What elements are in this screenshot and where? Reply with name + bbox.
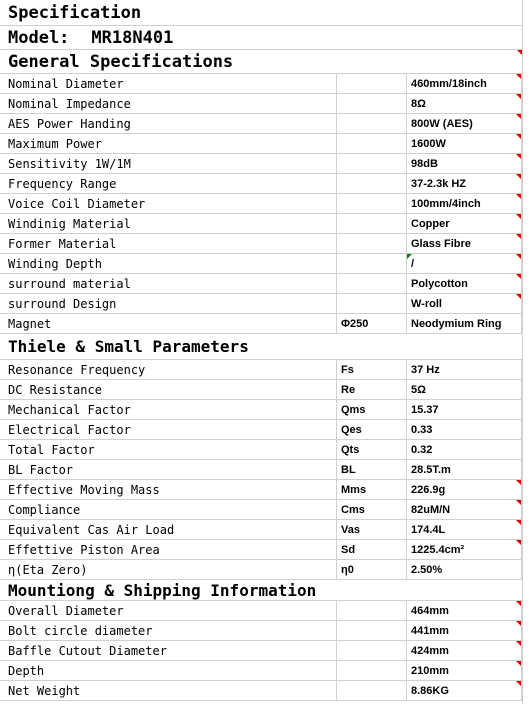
- mounting-heading-cell[interactable]: [0, 580, 522, 601]
- param-symbol-cell[interactable]: [337, 540, 407, 559]
- param-symbol-text: Sd: [341, 543, 356, 556]
- param-symbol-cell[interactable]: [337, 400, 407, 419]
- param-value-cell[interactable]: [407, 134, 522, 153]
- param-name-cell[interactable]: [0, 94, 337, 113]
- comment-marker: [516, 681, 521, 686]
- table-row: [0, 360, 522, 380]
- param-value-cell[interactable]: [407, 500, 522, 519]
- param-symbol-cell[interactable]: [337, 194, 407, 213]
- param-symbol-cell[interactable]: [337, 480, 407, 499]
- param-name-cell[interactable]: [0, 621, 337, 640]
- param-name-cell[interactable]: [0, 74, 337, 93]
- param-symbol-cell[interactable]: [337, 420, 407, 439]
- param-name-text: Overall Diameter: [8, 603, 124, 618]
- comment-marker: [516, 214, 521, 219]
- general-heading-cell[interactable]: [0, 50, 522, 74]
- param-value-cell[interactable]: [407, 194, 522, 213]
- param-name-cell[interactable]: [0, 294, 337, 313]
- comment-marker: [516, 194, 521, 199]
- param-name-cell[interactable]: [0, 520, 337, 539]
- comment-marker: [516, 154, 521, 159]
- table-row: [0, 234, 522, 254]
- thiele-heading: Thiele & Small Parameters: [8, 337, 249, 356]
- param-symbol-cell[interactable]: [337, 214, 407, 233]
- param-name-cell[interactable]: [0, 214, 337, 233]
- param-value-text: 1225.4cm²: [411, 543, 465, 556]
- param-name-cell[interactable]: [0, 114, 337, 133]
- param-name-text: Compliance: [8, 502, 81, 517]
- comment-marker: [516, 661, 521, 666]
- general-heading: General Specifications: [8, 51, 234, 72]
- table-row: [0, 480, 522, 500]
- model-label: Model:: [8, 27, 70, 48]
- param-name-text: Bolt circle diameter: [8, 623, 153, 638]
- param-name-text: Effective Moving Mass: [8, 482, 160, 497]
- comment-marker: [516, 74, 521, 79]
- table-row: [0, 440, 522, 460]
- param-name-cell[interactable]: [0, 234, 337, 253]
- param-symbol-cell[interactable]: [337, 460, 407, 479]
- param-symbol-cell[interactable]: [337, 440, 407, 459]
- param-symbol-text: η0: [341, 563, 354, 576]
- param-name-text: Voice Coil Diameter: [8, 196, 146, 211]
- param-value-cell[interactable]: [407, 540, 522, 559]
- param-value-text: 2.50%: [411, 563, 443, 576]
- param-value-text: Neodymium Ring: [411, 317, 502, 330]
- table-row: [0, 154, 522, 174]
- param-name-cell[interactable]: [0, 661, 337, 680]
- param-name-text: DC Resistance: [8, 382, 102, 397]
- param-value-cell[interactable]: [407, 214, 522, 233]
- comment-marker: [516, 294, 521, 299]
- comment-marker: [516, 234, 521, 239]
- comment-marker: [516, 94, 521, 99]
- param-symbol-text: Qes: [341, 423, 362, 436]
- param-symbol-cell[interactable]: [337, 234, 407, 253]
- param-symbol-cell[interactable]: [337, 154, 407, 173]
- comment-marker: [517, 50, 522, 55]
- param-value-cell[interactable]: [407, 94, 522, 113]
- param-value-cell[interactable]: [407, 420, 522, 439]
- param-value-cell[interactable]: [407, 641, 522, 660]
- param-name-cell[interactable]: [0, 420, 337, 439]
- param-value-cell[interactable]: [407, 560, 522, 579]
- param-value-text: /: [411, 257, 415, 270]
- param-value-cell[interactable]: [407, 460, 522, 479]
- comment-marker: [516, 500, 521, 505]
- param-name-text: Sensitivity 1W/1M: [8, 156, 131, 171]
- param-value-cell[interactable]: [407, 254, 522, 273]
- param-name-cell[interactable]: [0, 254, 337, 273]
- table-row: [0, 74, 522, 94]
- param-symbol-cell[interactable]: [337, 360, 407, 379]
- param-value-text: 424mm: [411, 644, 449, 657]
- param-value-cell[interactable]: [407, 360, 522, 379]
- table-row: [0, 134, 522, 154]
- param-symbol-text: Vas: [341, 523, 360, 536]
- thiele-heading-cell[interactable]: [0, 334, 522, 360]
- param-symbol-text: Cms: [341, 503, 365, 516]
- param-value-text: 8Ω: [411, 97, 426, 110]
- table-row: [0, 661, 522, 681]
- param-value-text: 226.9g: [411, 483, 446, 496]
- param-symbol-cell[interactable]: [337, 294, 407, 313]
- table-row: [0, 420, 522, 440]
- param-value-cell[interactable]: [407, 380, 522, 399]
- comment-marker: [516, 480, 521, 485]
- param-symbol-cell[interactable]: [337, 94, 407, 113]
- param-name-cell[interactable]: [0, 641, 337, 660]
- param-symbol-cell[interactable]: [337, 560, 407, 579]
- param-value-cell[interactable]: [407, 114, 522, 133]
- param-value-text: W-roll: [411, 297, 442, 310]
- param-symbol-cell[interactable]: [337, 380, 407, 399]
- param-value-text: 800W (AES): [411, 117, 473, 130]
- param-value-cell[interactable]: [407, 440, 522, 459]
- param-name-text: Windinig Material: [8, 216, 131, 231]
- param-value-text: 15.37: [411, 403, 439, 416]
- param-symbol-text: Re: [341, 383, 356, 396]
- table-row: [0, 601, 522, 621]
- param-value-cell[interactable]: [407, 681, 522, 700]
- comment-marker: [516, 641, 521, 646]
- param-symbol-text: Mms: [341, 483, 367, 496]
- param-value-text: 28.5T.m: [411, 463, 451, 476]
- param-name-cell[interactable]: [0, 194, 337, 213]
- comment-marker: [516, 540, 521, 545]
- param-value-text: 37 Hz: [411, 363, 440, 376]
- table-row: [0, 560, 522, 580]
- param-value-cell[interactable]: [407, 294, 522, 313]
- param-symbol-cell[interactable]: [337, 601, 407, 620]
- param-name-text: Depth: [8, 663, 45, 678]
- param-value-cell[interactable]: [407, 274, 522, 293]
- param-name-text: Electrical Factor: [8, 422, 131, 437]
- comment-marker: [516, 114, 521, 119]
- table-row: [0, 294, 522, 314]
- table-row: [0, 194, 522, 214]
- param-value-cell[interactable]: [407, 621, 522, 640]
- param-name-text: BL Factor: [8, 462, 74, 477]
- param-symbol-cell[interactable]: [337, 681, 407, 700]
- param-name-cell[interactable]: [0, 460, 337, 479]
- table-row: [0, 174, 522, 194]
- param-symbol-cell[interactable]: [337, 274, 407, 293]
- param-value-text: 82uM/N: [411, 503, 451, 516]
- param-name-cell[interactable]: [0, 380, 337, 399]
- param-value-text: 98dB: [411, 157, 438, 170]
- param-symbol-text: Fs: [341, 363, 354, 376]
- param-value-text: 210mm: [411, 664, 449, 677]
- param-symbol-cell[interactable]: [337, 661, 407, 680]
- param-value-cell[interactable]: [407, 661, 522, 680]
- param-symbol-cell[interactable]: [337, 254, 407, 273]
- param-value-cell[interactable]: [407, 314, 522, 333]
- param-name-text: Former Material: [8, 236, 117, 251]
- param-name-text: surround Design: [8, 296, 117, 311]
- param-symbol-text: Φ250: [341, 317, 369, 330]
- param-name-cell[interactable]: [0, 174, 337, 193]
- param-value-cell[interactable]: [407, 74, 522, 93]
- error-marker: [407, 254, 412, 259]
- param-symbol-text: BL: [341, 463, 356, 476]
- param-symbol-cell[interactable]: [337, 114, 407, 133]
- comment-marker: [516, 134, 521, 139]
- table-row: [0, 114, 522, 134]
- param-name-text: Equivalent Cas Air Load: [8, 522, 175, 537]
- param-symbol-cell[interactable]: [337, 520, 407, 539]
- table-row: [0, 520, 522, 540]
- comment-marker: [516, 601, 521, 606]
- param-name-text: Baffle Cutout Diameter: [8, 643, 167, 658]
- comment-marker: [516, 520, 521, 525]
- param-value-text: 464mm: [411, 604, 449, 617]
- param-name-text: surround material: [8, 276, 131, 291]
- table-row: [0, 621, 522, 641]
- model-value: MR18N401: [91, 27, 174, 48]
- param-value-text: 174.4L: [411, 523, 446, 536]
- param-value-text: 37-2.3k HZ: [411, 177, 467, 190]
- param-name-cell[interactable]: [0, 274, 337, 293]
- param-name-text: Magnet: [8, 316, 52, 331]
- table-row: [0, 274, 522, 294]
- param-value-text: Polycotton: [411, 277, 468, 290]
- param-name-cell[interactable]: [0, 480, 337, 499]
- comment-marker: [516, 621, 521, 626]
- column-border: [522, 0, 523, 704]
- table-row: [0, 500, 522, 520]
- param-symbol-cell[interactable]: [337, 641, 407, 660]
- param-value-cell[interactable]: [407, 601, 522, 620]
- param-name-text: Maximum Power: [8, 136, 102, 151]
- param-value-cell[interactable]: [407, 234, 522, 253]
- param-name-cell[interactable]: [0, 400, 337, 419]
- param-value-text: Copper: [411, 217, 450, 230]
- model-cell[interactable]: [0, 26, 522, 50]
- table-row: [0, 254, 522, 274]
- param-symbol-cell[interactable]: [337, 314, 407, 333]
- sheet-title-cell[interactable]: [0, 0, 522, 26]
- param-value-text: 8.86KG: [411, 684, 449, 697]
- param-symbol-text: Qms: [341, 403, 366, 416]
- table-row: [0, 681, 522, 701]
- param-name-cell[interactable]: [0, 540, 337, 559]
- table-row: [0, 94, 522, 114]
- table-row: [0, 460, 522, 480]
- param-symbol-cell[interactable]: [337, 134, 407, 153]
- param-name-cell[interactable]: [0, 681, 337, 700]
- param-value-text: 441mm: [411, 624, 449, 637]
- table-row: [0, 540, 522, 560]
- param-value-text: 0.32: [411, 443, 433, 456]
- param-value-cell[interactable]: [407, 520, 522, 539]
- param-value-cell[interactable]: [407, 154, 522, 173]
- table-row: [0, 314, 522, 334]
- table-row: [0, 214, 522, 234]
- param-name-text: Total Factor: [8, 442, 95, 457]
- comment-marker: [516, 254, 521, 259]
- param-symbol-cell[interactable]: [337, 500, 407, 519]
- comment-marker: [516, 174, 521, 179]
- param-name-text: Frequency Range: [8, 176, 117, 191]
- param-value-cell[interactable]: [407, 480, 522, 499]
- table-row: [0, 641, 522, 661]
- param-name-text: Nominal Diameter: [8, 76, 124, 91]
- param-value-cell[interactable]: [407, 174, 522, 193]
- table-row: [0, 380, 522, 400]
- param-name-cell[interactable]: [0, 500, 337, 519]
- param-name-cell[interactable]: [0, 134, 337, 153]
- param-name-cell[interactable]: [0, 560, 337, 579]
- param-symbol-cell[interactable]: [337, 74, 407, 93]
- param-value-text: Glass Fibre: [411, 237, 471, 250]
- param-name-cell[interactable]: [0, 314, 337, 333]
- param-name-cell[interactable]: [0, 601, 337, 620]
- param-value-text: 0.33: [411, 423, 433, 436]
- param-value-text: 1600W: [411, 137, 446, 150]
- param-value-text: 100mm/4inch: [411, 197, 481, 210]
- comment-marker: [516, 274, 521, 279]
- param-name-text: Net Weight: [8, 683, 81, 698]
- param-name-cell[interactable]: [0, 154, 337, 173]
- sheet-title: Specification: [8, 2, 142, 23]
- table-row: [0, 400, 522, 420]
- param-symbol-cell[interactable]: [337, 621, 407, 640]
- mounting-heading: Mountiong & Shipping Information: [8, 580, 317, 600]
- param-name-cell[interactable]: [0, 440, 337, 459]
- param-value-cell[interactable]: [407, 400, 522, 419]
- param-value-text: 460mm/18inch: [411, 77, 487, 90]
- param-symbol-cell[interactable]: [337, 174, 407, 193]
- param-name-text: Resonance Frequency: [8, 362, 146, 377]
- param-symbol-text: Qts: [341, 443, 360, 456]
- param-name-text: Nominal Impedance: [8, 96, 131, 111]
- param-name-text: AES Power Handing: [8, 116, 131, 131]
- param-name-text: η(Eta Zero): [8, 562, 88, 577]
- param-name-text: Mechanical Factor: [8, 402, 131, 417]
- param-name-cell[interactable]: [0, 360, 337, 379]
- param-name-text: Effettive Piston Area: [8, 542, 160, 557]
- param-value-text: 5Ω: [411, 383, 426, 396]
- param-name-text: Winding Depth: [8, 256, 102, 271]
